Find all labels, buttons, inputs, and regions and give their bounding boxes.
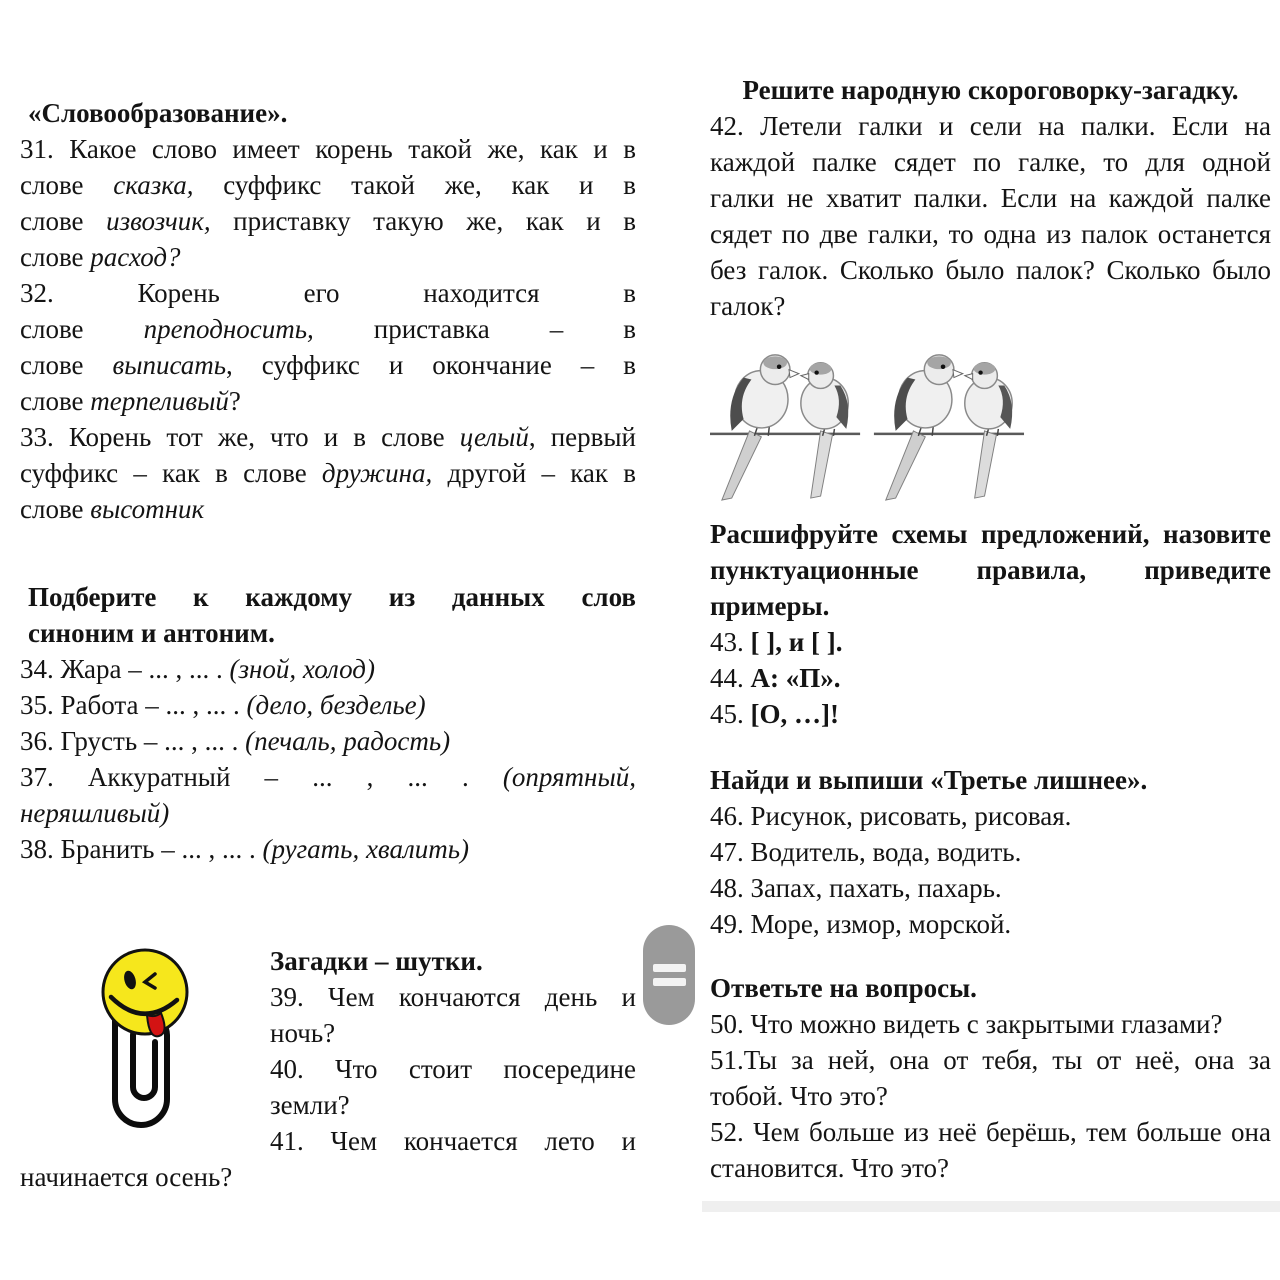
section-title-riddles: Загадки – шутки. xyxy=(270,946,483,976)
question-35: 35. Работа – ... , ... . (дело, безделье) xyxy=(20,690,426,720)
question-43: 43. [ ], и [ ]. xyxy=(710,627,843,657)
question-36: 36. Грусть – ... , ... . (печаль, радость) xyxy=(20,726,451,756)
question-52: 52. Чем больше из неё берёшь, тем больше она становится. Что это? xyxy=(710,1117,1271,1183)
question-48: 48. Запах, пахать, пахарь. xyxy=(710,873,1002,903)
smiley-paperclip-illustration xyxy=(20,943,270,1153)
smiley-paperclip-icon xyxy=(95,947,195,1153)
question-45: 45. [О, …]! xyxy=(710,699,839,729)
section-title-third-extra: Найди и выпиши «Третье лишнее». xyxy=(710,765,1148,795)
birds-on-twig-icon xyxy=(710,340,1026,506)
right-column xyxy=(710,72,1271,1186)
question-42: 42. Летели галки и сели на палки. Если на каждой палке сядет по галке, то для одной галки не хватит палки. Если на каждой палке сядет по две галки, то одна из палок останется без галок. Сколько было палок? Сколько было галок? xyxy=(710,111,1271,321)
question-37: 37. Аккуратный – ... , ... . (опрятный, неряшливый) xyxy=(20,762,636,828)
question-39: 39. Чем кончаются день и ночь? xyxy=(270,982,636,1048)
question-38: 38. Бранить – ... , ... . (ругать, хвалить) xyxy=(20,834,470,864)
question-50: 50. Что можно видеть с закрытыми глазами? xyxy=(710,1009,1223,1039)
question-32: 32. Корень его находится в слове преподносить, приставка – в слове выписать, суффикс и окончание – в слове терпеливый? xyxy=(20,278,636,416)
question-40: 40. Что стоит посередине земли? xyxy=(270,1054,636,1120)
question-47: 47. Водитель, вода, водить. xyxy=(710,837,1022,867)
section-title-wordformation: «Словообразование». xyxy=(28,98,288,128)
section-title-synonyms: Подберите к каждому из данных слов синоним и антоним. xyxy=(28,582,636,648)
question-44: 44. А: «П». xyxy=(710,663,841,693)
equals-icon xyxy=(653,978,686,986)
question-49: 49. Море, измор, морской. xyxy=(710,909,1012,939)
page-edge-strip xyxy=(702,1201,1280,1212)
question-41: 41. Чем кончается лето и начинается осень? xyxy=(20,1126,636,1192)
left-column xyxy=(20,95,636,1195)
section-title-tonguetwister: Решите народную скороговорку-загадку. xyxy=(742,75,1239,105)
question-46: 46. Рисунок, рисовать, рисовая. xyxy=(710,801,1072,831)
question-33: 33. Корень тот же, что и в слове целый, первый суффикс – как в слове дружина, другой – как в слове высотник xyxy=(20,422,636,524)
question-34: 34. Жара – ... , ... . (зной, холод) xyxy=(20,654,375,684)
divider-handle[interactable] xyxy=(643,925,695,1025)
birds-illustration xyxy=(710,340,1026,506)
question-31: 31. Какое слово имеет корень такой же, как и в слове сказка, суффикс такой же, как и в слове извозчик, приставку такую же, как и в слове расход? xyxy=(20,134,636,272)
section-title-schemes: Расшифруйте схемы предложений, назовите пунктуационные правила, приведите примеры. xyxy=(710,519,1271,621)
question-51: 51.Ты за ней, она от тебя, ты от неё, она за тобой. Что это? xyxy=(710,1045,1271,1111)
equals-icon xyxy=(653,964,686,972)
riddles-section xyxy=(20,943,636,1195)
section-title-answer-questions: Ответьте на вопросы. xyxy=(710,973,977,1003)
